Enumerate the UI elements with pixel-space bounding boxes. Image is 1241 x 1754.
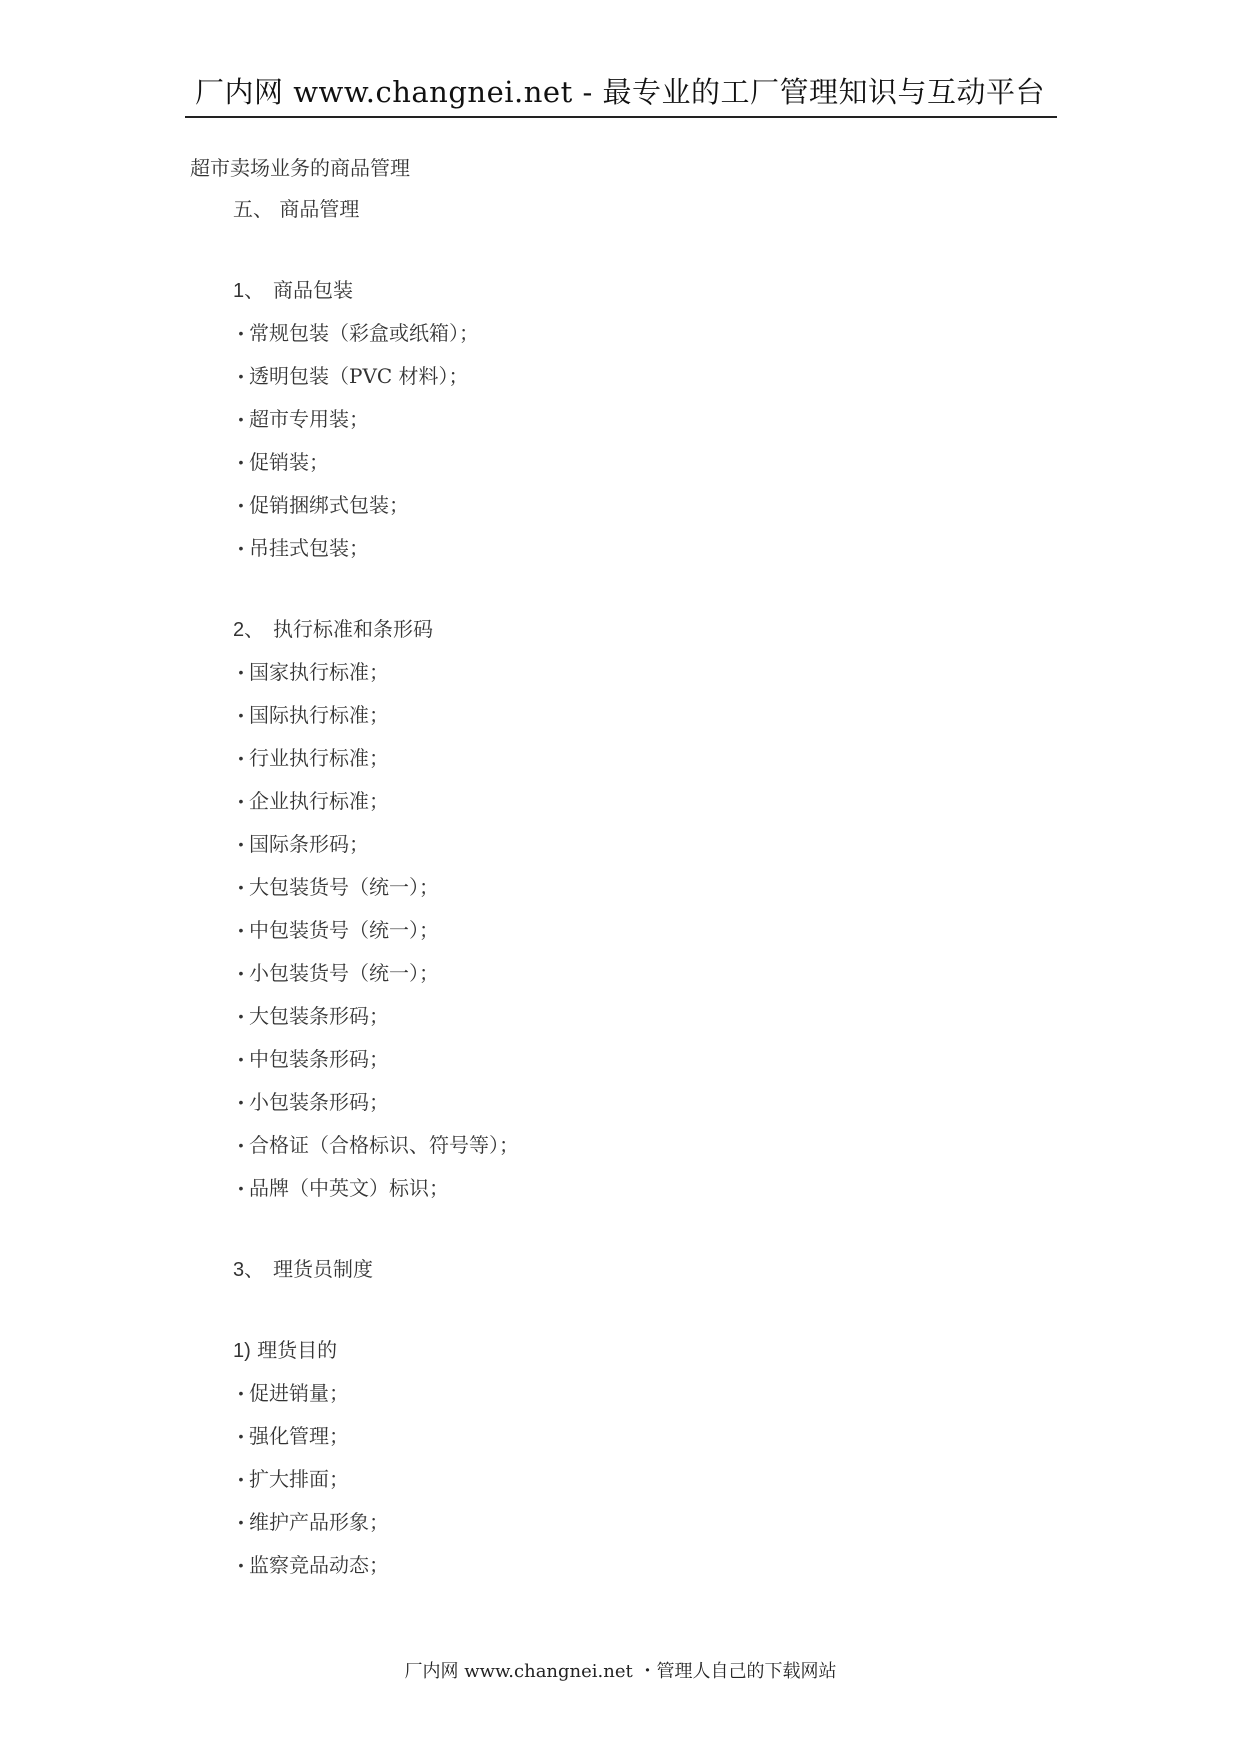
spacer <box>233 576 1033 614</box>
bullet-icon: • <box>238 1008 244 1024</box>
list-item: • 强化管理； <box>233 1421 1033 1464</box>
list-item: • 大包装货号（统一）； <box>233 872 1033 915</box>
bullet-icon: • <box>238 1557 244 1573</box>
bullet-icon: • <box>238 965 244 981</box>
bullet-icon: • <box>238 411 244 427</box>
section-heading-standards-barcodes <box>233 614 1033 657</box>
list-item: • 合格证（合格标识、符号等）； <box>233 1130 1033 1173</box>
bullet-icon: • <box>238 454 244 470</box>
chapter-heading: 五、 商品管理 <box>233 197 360 221</box>
bullet-icon: • <box>238 1471 244 1487</box>
page-footer: 厂内网 www.changnei.net ・管理人自己的下载网站 <box>404 1661 837 1682</box>
list-item: • 维护产品形象； <box>233 1507 1033 1550</box>
bullet-icon: • <box>238 368 244 384</box>
list-item: • 超市专用装； <box>233 404 1033 447</box>
section-heading-packaging <box>233 275 1033 318</box>
bullet-icon: • <box>238 1051 244 1067</box>
bullet-icon: • <box>238 707 244 723</box>
bullet-icon: • <box>238 879 244 895</box>
subsection-heading-stocking-purpose <box>233 1335 1033 1378</box>
bullet-icon: • <box>238 793 244 809</box>
bullet-icon: • <box>238 1137 244 1153</box>
bullet-icon: • <box>238 1428 244 1444</box>
list-item: • 促销装； <box>233 447 1033 490</box>
subsection-number: 1) <box>233 1340 251 1362</box>
list-item: • 透明包装（PVC 材料）； <box>233 361 1033 404</box>
document-title: 超市卖场业务的商品管理 <box>190 156 410 180</box>
header-divider <box>185 116 1057 118</box>
list-item: • 小包装货号（统一）； <box>233 958 1033 1001</box>
list-item: • 行业执行标准； <box>233 743 1033 786</box>
list-item: • 吊挂式包装； <box>233 533 1033 576</box>
bullet-icon: • <box>238 664 244 680</box>
list-item: • 促进销量； <box>233 1378 1033 1421</box>
spacer <box>233 1297 1033 1335</box>
list-item: • 国际执行标准； <box>233 700 1033 743</box>
subsection-title: 理货目的 <box>257 1338 338 1362</box>
list-item: • 国际条形码； <box>233 829 1033 872</box>
bullet-icon: • <box>238 1094 244 1110</box>
list-item: • 品牌（中英文）标识； <box>233 1173 1033 1216</box>
list-item: • 促销捆绑式包装； <box>233 490 1033 533</box>
list-item: • 常规包装（彩盒或纸箱）； <box>233 318 1033 361</box>
section-number: 1、 <box>233 280 265 302</box>
bullet-icon: • <box>238 497 244 513</box>
bullet-icon: • <box>238 750 244 766</box>
list-item: • 扩大排面； <box>233 1464 1033 1507</box>
document-body <box>233 194 1033 1593</box>
list-item: • 小包装条形码； <box>233 1087 1033 1130</box>
spacer <box>233 237 1033 275</box>
bullet-icon: • <box>238 836 244 852</box>
section-heading-stocking-system <box>233 1254 1033 1297</box>
section-title: 执行标准和条形码 <box>273 617 433 641</box>
list-item: • 大包装条形码； <box>233 1001 1033 1044</box>
page-header-title: 厂内网 www.changnei.net - 最专业的工厂管理知识与互动平台 <box>195 75 1045 109</box>
list-item: • 企业执行标准； <box>233 786 1033 829</box>
bullet-icon: • <box>238 922 244 938</box>
bullet-icon: • <box>238 1180 244 1196</box>
spacer <box>233 1216 1033 1254</box>
bullet-icon: • <box>238 325 244 341</box>
bullet-icon: • <box>238 1514 244 1530</box>
bullet-icon: • <box>238 540 244 556</box>
section-title: 商品包装 <box>273 278 353 302</box>
section-number: 3、 <box>233 1259 265 1281</box>
section-title: 理货员制度 <box>273 1257 373 1281</box>
list-item: • 国家执行标准； <box>233 657 1033 700</box>
section-number: 2、 <box>233 619 265 641</box>
bullet-icon: • <box>238 1385 244 1401</box>
list-item: • 中包装条形码； <box>233 1044 1033 1087</box>
list-item: • 监察竞品动态； <box>233 1550 1033 1593</box>
list-item: • 中包装货号（统一）； <box>233 915 1033 958</box>
